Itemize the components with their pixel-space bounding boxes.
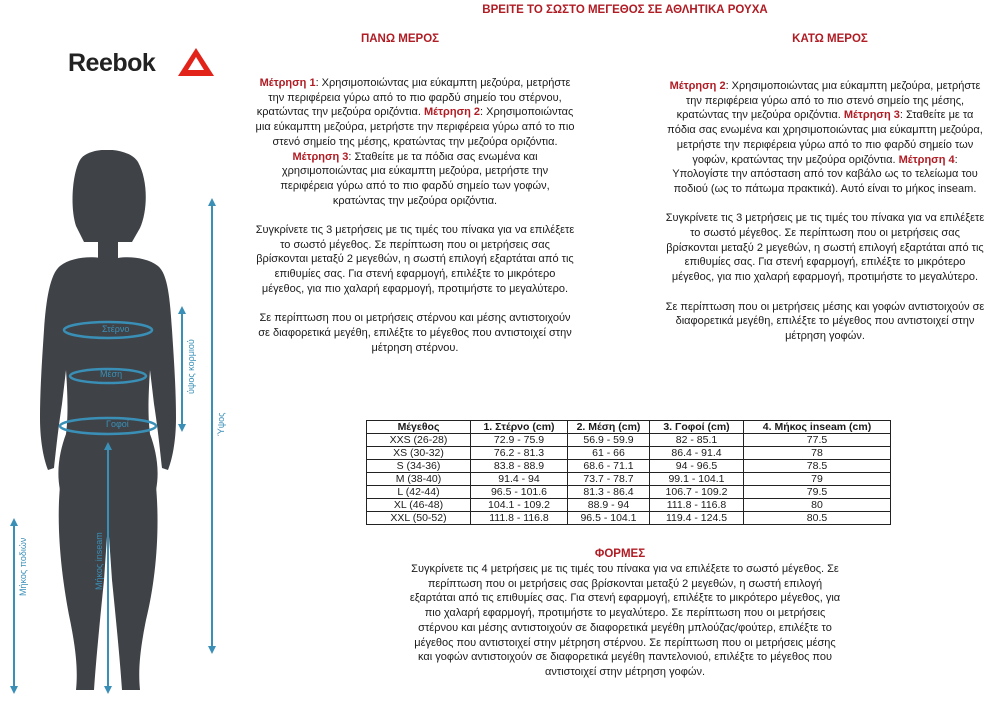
- reebok-delta-icon: [176, 46, 216, 78]
- bottom-measurements: [665, 79, 985, 197]
- table-row: [367, 499, 891, 512]
- table-cell: 94 - 96.5: [650, 460, 744, 473]
- page-title: ΒΡΕΙΤΕ ΤΟ ΣΩΣΤΟ ΜΕΓΕΘΟΣ ΣΕ ΑΘΛΗΤΙΚΑ ΡΟΥΧΑ: [482, 4, 768, 16]
- bottom-m4-label: Μέτρηση 4: [898, 153, 955, 166]
- table-cell: 96.5 - 101.6: [471, 486, 568, 499]
- table-cell: 56.9 - 59.9: [568, 434, 650, 447]
- height-label: Ύψος: [216, 412, 226, 436]
- waist-label: Μέση: [100, 369, 123, 379]
- forms-section-title: ΦΟΡΜΕΣ: [594, 548, 646, 560]
- table-cell: 83.8 - 88.9: [471, 460, 568, 473]
- forms-section-text: Συγκρίνετε τις 4 μετρήσεις με τις τιμές του πίνακα για να επιλέξετε το σωστό μέγεθος. Σε περίπτωση που οι μετρήσεις σας βρίσκονται μεταξύ 2 μεγεθών, η σωστή επιλογή εξαρτάται από τις επιθυμίες σας. Για στενή εφαρμογή, επιλέξτε το μικρότερο μέγεθος, για πιο χαλαρή εφαρμογή, προτιμήστε το μεγαλύτερο. Σε περίπτωση που οι μετρήσεις στέρνου και μέσης αντιστοιχούν σε διαφορετικά μεγέθη μπλούζας/φούτερ, επιλέξτε το μέγεθος που αντιστοιχεί στην μέτρηση στέρνου. Σε περίπτωση που οι μετρήσεις μέσης και γοφών αντιστοιχούν σε διαφορετικά μεγέθη παντελονιού, επιλέξτε το μέγεθος που αντιστοιχεί στην μέτρηση γοφών.: [409, 563, 841, 678]
- table-cell: 68.6 - 71.1: [568, 460, 650, 473]
- leg-length-label: Μήκος ποδιών: [18, 537, 28, 596]
- table-cell: XS (30-32): [367, 447, 471, 460]
- table-row: [367, 447, 891, 460]
- header-size: Μέγεθος: [367, 421, 471, 434]
- bottom-note-text: Σε περίπτωση που οι μετρήσεις μέσης και γοφών αντιστοιχούν σε διαφορετικά μεγέθη, επιλέξτε το μέγεθος που αντιστοιχεί στην μέτρηση γοφών.: [665, 300, 985, 342]
- table-row: [367, 512, 891, 525]
- bottom-compare-text: Συγκρίνετε τις 3 μετρήσεις με τις τιμές του πίνακα για να επιλέξετε το σωστό μέγεθος. Σε περίπτωση που οι μετρήσεις σας βρίσκονται μεταξύ 2 μεγεθών, η σωστή επιλογή εξαρτάται από τις επιθυμίες σας. Για στενή εφαρμογή, επιλέξτε το μικρότερο μέγεθος, για πιο χαλαρή εφαρμογή, προτιμήστε το μεγαλύτερο.: [665, 212, 985, 284]
- brand-name: Reebok: [68, 49, 156, 77]
- top-m1-text: : Χρησιμοποιώντας μια εύκαμπτη μεζούρα, μετρήστε την περιφέρεια γύρω από το πιο φαρδύ σημείο του στέρνου, κρατώντας την μεζούρα οριζόντια.: [256, 77, 571, 119]
- bottom-m4-text: : Υπολογίστε την απόσταση από τον καβάλο ως το τελείωμα του ποδιού (ως το πάτωμα πρακτικά). Αυτό είναι το μήκος inseam.: [672, 153, 978, 195]
- table-cell: 73.7 - 78.7: [568, 473, 650, 486]
- top-section-text: [255, 76, 575, 370]
- table-cell: 106.7 - 109.2: [650, 486, 744, 499]
- table-row: [367, 473, 891, 486]
- table-cell: XL (46-48): [367, 499, 471, 512]
- bottom-m3-label: Μέτρηση 3: [843, 109, 900, 122]
- table-cell: 88.9 - 94: [568, 499, 650, 512]
- bottom-m2-label: Μέτρηση 2: [669, 80, 726, 92]
- table-cell: 104.1 - 109.2: [471, 499, 568, 512]
- top-m2-label: Μέτρηση 2: [424, 106, 480, 119]
- bottom-m3-text: : Σταθείτε με τα πόδια σας ενωμένα και χρησιμοποιώντας μια εύκαμπτη μεζούρα, μετρήστε την περιφέρεια γύρω από το πιο φαρδύ σημείο των γοφών, κρατώντας την μεζούρα οριζόντια.: [667, 109, 983, 166]
- table-cell: 96.5 - 104.1: [568, 512, 650, 525]
- body-silhouette-figure: [0, 150, 240, 702]
- bottom-m2-text: : Χρησιμοποιώντας μια εύκαμπτη μεζούρα, μετρήστε την περιφέρεια γύρω από το πιο στενό σημείο της μέσης, κρατώντας την μεζούρα οριζόντια.: [676, 80, 981, 122]
- table-cell: 91.4 - 94: [471, 473, 568, 486]
- table-cell: XXS (26-28): [367, 434, 471, 447]
- table-cell: 76.2 - 81.3: [471, 447, 568, 460]
- top-m3-text: : Σταθείτε με τα πόδια σας ενωμένα και χρησιμοποιώντας μια εύκαμπτη μεζούρα, μετρήστε την περιφέρεια γύρω από το πιο φαρδύ σημείο των γοφών, κρατώντας την μεζούρα οριζόντια.: [280, 150, 550, 207]
- table-cell: 81.3 - 86.4: [568, 486, 650, 499]
- top-m3-label: Μέτρηση 3: [292, 150, 349, 163]
- table-cell: 111.8 - 116.8: [471, 512, 568, 525]
- table-cell: 86.4 - 91.4: [650, 447, 744, 460]
- table-cell: 79.5: [744, 486, 891, 499]
- table-cell: 61 - 66: [568, 447, 650, 460]
- top-measurements: [255, 76, 575, 208]
- table-header-row: [367, 421, 891, 434]
- top-note-text: Σε περίπτωση που οι μετρήσεις στέρνου και μέσης αντιστοιχούν σε διαφορετικά μεγέθη, επιλέξτε το μέγεθος που αντιστοιχεί στην μέτρηση στέρνου.: [258, 312, 572, 354]
- table-body: [367, 434, 891, 525]
- top-m2-text: : Χρησιμοποιώντας μια εύκαμπτη μεζούρα, μετρήστε την περιφέρεια γύρω από το πιο στενό σημείο της μέσης, κρατώντας την μεζούρα οριζόντια.: [255, 106, 575, 148]
- table-cell: L (42-44): [367, 486, 471, 499]
- header-inseam: 4. Μήκος inseam (cm): [744, 421, 891, 434]
- hips-label: Γοφοί: [106, 419, 129, 429]
- table-cell: 79: [744, 473, 891, 486]
- table-cell: 72.9 - 75.9: [471, 434, 568, 447]
- table-row: [367, 460, 891, 473]
- top-compare-text: Συγκρίνετε τις 3 μετρήσεις με τις τιμές του πίνακα για να επιλέξετε το σωστό μέγεθος. Σε περίπτωση που οι μετρήσεις σας βρίσκονται μεταξύ 2 μεγεθών, η σωστή επιλογή εξαρτάται από τις επιθυμίες σας. Για στενή εφαρμογή, επιλέξτε το μικρότερο μέγεθος, για πιο χαλαρή εφαρμογή, προτιμήστε το μεγαλύτερο.: [255, 224, 575, 295]
- table-row: [367, 486, 891, 499]
- table-cell: XXL (50-52): [367, 512, 471, 525]
- header-hips: 3. Γοφοί (cm): [650, 421, 744, 434]
- table-cell: 78: [744, 447, 891, 460]
- bottom-section-title: ΚΑΤΩ ΜΕΡΟΣ: [792, 33, 868, 45]
- table-cell: S (34-36): [367, 460, 471, 473]
- table-cell: 99.1 - 104.1: [650, 473, 744, 486]
- table-cell: 119.4 - 124.5: [650, 512, 744, 525]
- reebok-logo: [68, 49, 218, 81]
- table-cell: 80.5: [744, 512, 891, 525]
- table-cell: 78.5: [744, 460, 891, 473]
- table-cell: M (38-40): [367, 473, 471, 486]
- chest-label: Στέρνο: [102, 324, 130, 334]
- torso-height-label: ύψος κορμιού: [186, 339, 196, 394]
- table-cell: 82 - 85.1: [650, 434, 744, 447]
- inseam-label: Μήκος inseam: [94, 532, 104, 590]
- bottom-section-text: [665, 79, 985, 358]
- header-waist: 2. Μέση (cm): [568, 421, 650, 434]
- table-cell: 111.8 - 116.8: [650, 499, 744, 512]
- table-cell: 77.5: [744, 434, 891, 447]
- top-m1-label: Μέτρηση 1: [259, 77, 316, 89]
- size-table: [366, 420, 891, 525]
- header-chest: 1. Στέρνο (cm): [471, 421, 568, 434]
- table-cell: 80: [744, 499, 891, 512]
- table-row: [367, 434, 891, 447]
- top-section-title: ΠΑΝΩ ΜΕΡΟΣ: [360, 33, 440, 45]
